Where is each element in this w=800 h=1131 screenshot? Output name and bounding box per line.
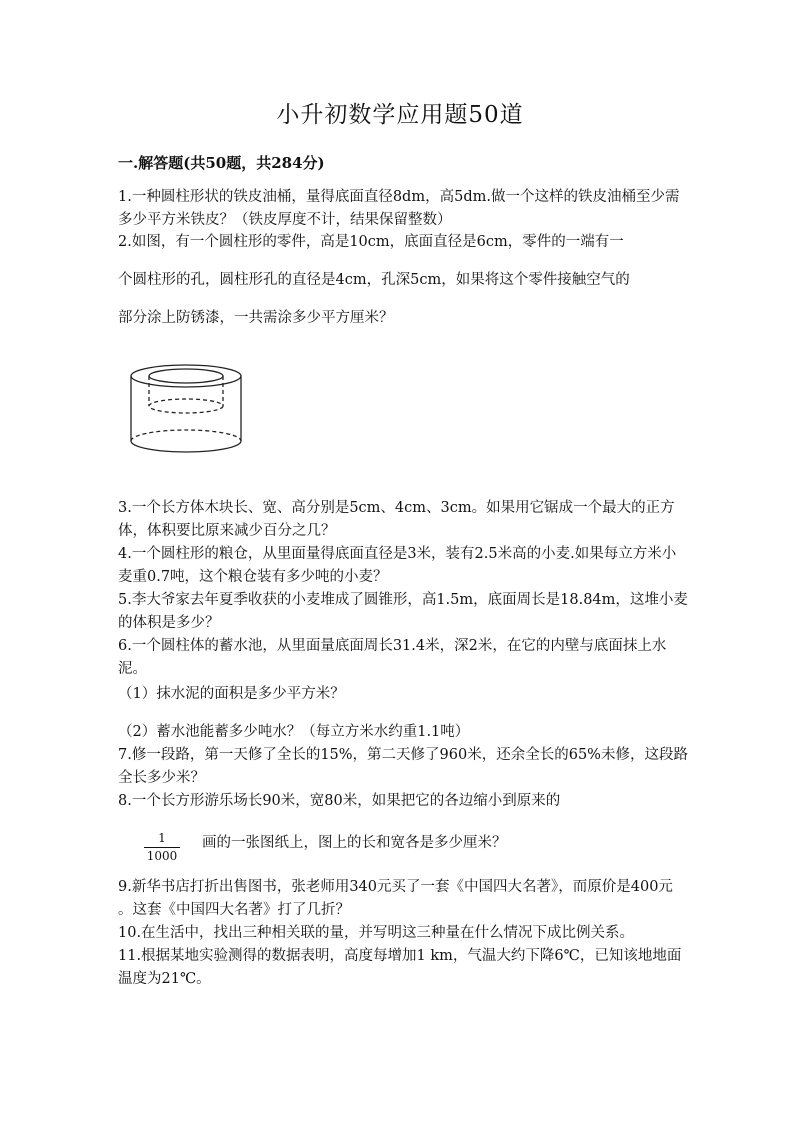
questions-9-to-11: 9.新华书店打折出售图书，张老师用340元买了一套《中国四大名著》，而原价是400元 。这套《中国四大名著》打了几折？ 10.在生活中，找出三种相关联的量，并写明这三种量在什么情况下成比例关系。 11.根据某地实验测得的数据表明，高度每增加1 km，气温大约下降6℃，已知该地地面温度为21℃。 <box>118 879 682 987</box>
questions-3-to-6: 3.一个长方体木块长、宽、高分别是5cm、4cm、3cm。如果用它锯成一个最大的正方体，体积要比原来减少百分之几？ 4.一个圆柱形的粮仓，从里面量得底面直径是3米，装有2.5米高的小麦.如果每立方米小麦重0.7吨，这个粮仓装有多少吨的小麦？ 5.李大爷家去年夏季收获的小麦堆成了圆锥形，高1.5m，底面周长是18.84m，这堆小麦的体积是多少？ 6.一个圆柱体的蓄水池，从里面量底面周长31.4米，深2米，在它的内壁与底面抹上水泥。 <box>118 500 688 677</box>
page-title: 小升初数学应用题50道 <box>276 102 524 128</box>
question-6-sub-2-to-8: （2）蓄水池能蓄多少吨水？（每立方米水约重1.1吨） 7.修一段路，第一天修了全长的15%，第二天修了960米，还余全长的65%未修，这段路全长多少米？ 8.一个长方形游乐场长90米，宽80米，如果把它的各边缩小到原来的 <box>118 724 688 809</box>
question-1: 1.一种圆柱形状的铁皮油桶，量得底面直径8dm，高5dm.做一个这样的铁皮油桶至少需多少平方米铁皮？（铁皮厚度不计，结果保留整数） <box>118 189 680 228</box>
hollow-cylinder-diagram <box>128 362 248 456</box>
fraction-denominator: 1000 <box>146 849 178 863</box>
fraction-numerator: 1 <box>158 831 166 845</box>
question-8-continuation: 画的一张图纸上，图上的长和宽各是多少厘米？ <box>202 835 507 851</box>
question-2-line-3: 部分涂上防锈漆，一共需涂多少平方厘米？ <box>118 310 394 326</box>
question-2-line-2: 个圆柱形的孔，圆柱形孔的直径是4cm，孔深5cm，如果将这个零件接触空气的 <box>118 272 630 288</box>
section-heading: 一.解答题(共50题，共284分) <box>118 154 325 172</box>
fraction-one-thousandth <box>144 832 180 863</box>
question-2-line-1: 2.如图，有一个圆柱形的零件，高是10cm，底面直径是6cm，零件的一端有一 <box>118 234 624 250</box>
question-6-sub-1: （1）抹水泥的面积是多少平方米？ <box>118 686 345 702</box>
